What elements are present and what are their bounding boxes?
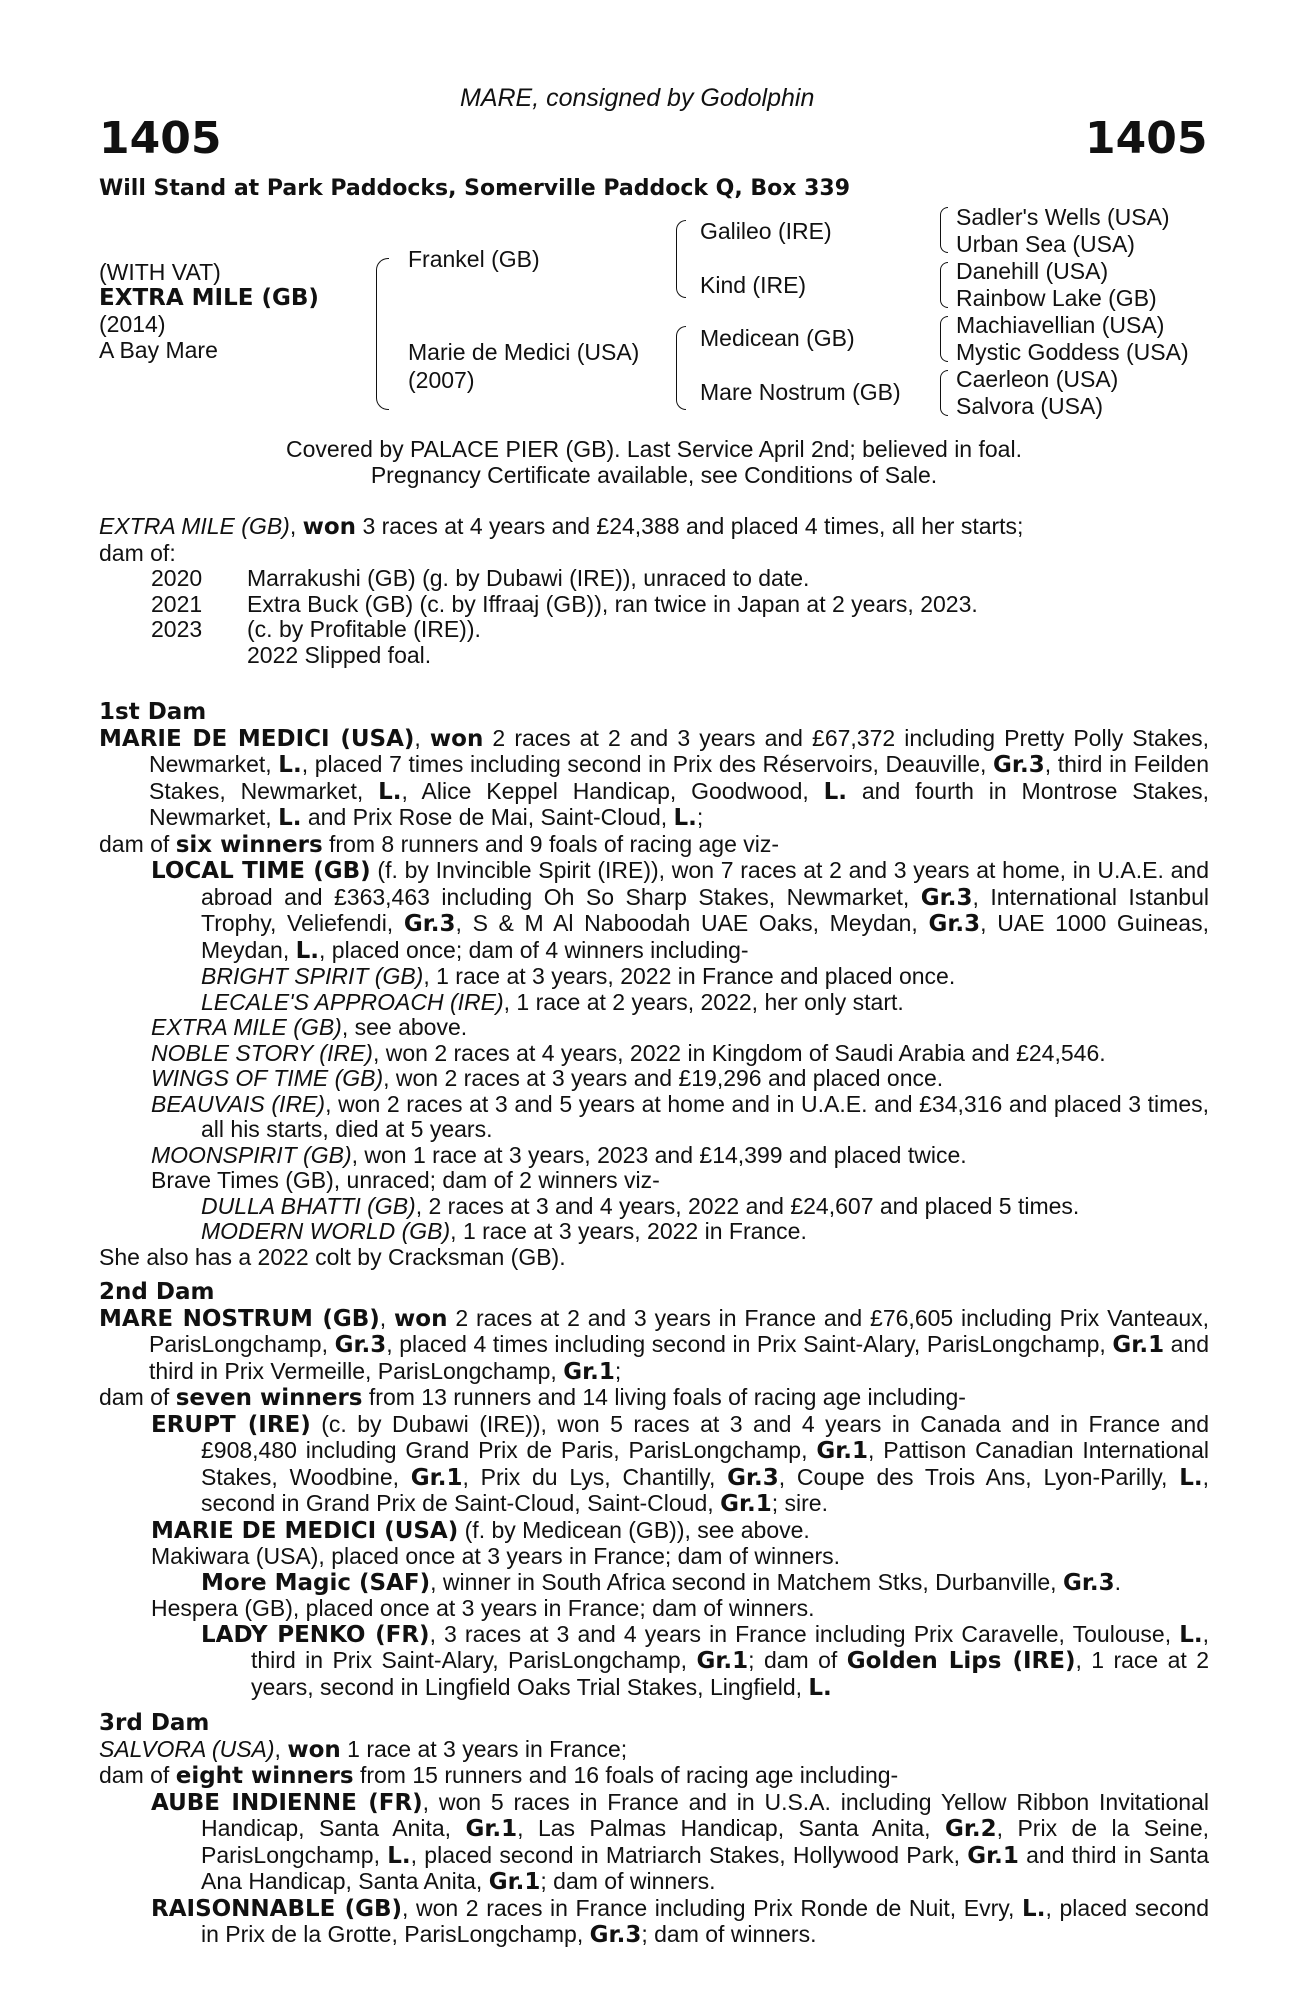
- won-label: won: [394, 1305, 448, 1332]
- produce-extra-mile: [99, 1015, 1209, 1041]
- record-text: , 1 race at 3 years, 2022 in France and placed once.: [423, 963, 956, 989]
- first-dam-record: MARIE DE MEDICI (USA), won 2 races at 2 and 3 years and £67,372 including Pretty Polly Stakes, Newmarket, L., placed 7 times including second in Prix des Réservoirs, Deauville, Gr.3, third in Feilden Stakes, Newmarket, L., Alice Keppel Handicap, Goodwood, L. and fourth in Montrose Stakes, Newmarket, L. and Prix Rose de Mai, Saint-Cloud, L.;: [99, 724, 1210, 831]
- record-text: , Alice Keppel Handicap, Goodwood,: [401, 777, 824, 804]
- record-text: , see above.: [341, 1014, 468, 1040]
- listed-mark: L.: [1022, 1895, 1046, 1922]
- damof-text: from 15 runners and 16 foals of racing age including-: [353, 1762, 899, 1788]
- horse-description: A Bay Mare: [99, 337, 218, 363]
- produce-beauvais: [99, 1092, 1209, 1143]
- listed-mark: L.: [295, 937, 320, 964]
- dam-dam-dam: Salvora (USA): [956, 393, 1103, 419]
- progeny-year: 2020: [151, 565, 203, 591]
- record-text: , won 1 race at 3 years, 2023 and £14,399 and placed twice.: [351, 1141, 967, 1168]
- produce-modern-world: [99, 1219, 1209, 1245]
- third-dam-name: SALVORA (USA): [99, 1735, 275, 1762]
- progeny-year: 2021: [151, 590, 203, 617]
- progeny-text: Marrakushi (GB) (g. by Dubawi (IRE)), unraced to date.: [247, 565, 810, 591]
- record-text: 2 races at 2 and 3 years in France and £76,605 including Prix Vanteaux, ParisLongchamp,: [149, 1304, 1209, 1357]
- record-text: , International Istanbul Trophy, Veliefendi,: [201, 883, 1209, 936]
- record-text: (f. by Medicean (GB)), see above.: [458, 1516, 810, 1543]
- catalogue-body: [99, 514, 1209, 1949]
- dam-sire-dam: Mystic Goddess (USA): [956, 339, 1189, 365]
- record-text: , S & M Al Naboodah UAE Oaks, Meydan,: [455, 910, 929, 936]
- progeny-text: 2022 Slipped foal.: [247, 641, 432, 668]
- record-text: , 2 races at 3 and 4 years, 2022 and £24,607 and placed 5 times.: [415, 1192, 1080, 1219]
- grade-mark: Gr.3: [589, 1922, 642, 1948]
- dam-sire: Medicean (GB): [700, 325, 855, 351]
- summary-damof: dam of:: [99, 539, 176, 566]
- grade-mark: Gr.3: [1062, 1569, 1115, 1596]
- record-text: , 1 race at 2 years, 2022, her only start.: [503, 988, 904, 1015]
- produce-aube-indienne: [99, 1790, 1209, 1896]
- progeny-row: [99, 566, 1209, 592]
- brace-sire-dam: [376, 258, 389, 410]
- record-text: and fourth in Montrose Stakes, Newmarket,: [149, 777, 1209, 830]
- sire-sire-dam: Urban Sea (USA): [956, 231, 1135, 257]
- produce-lecales-approach: [99, 990, 1209, 1016]
- summary-won: won: [302, 514, 357, 540]
- listed-mark: L.: [278, 752, 302, 778]
- lot-number-right: 1405: [1085, 113, 1208, 164]
- record-text: , 3 races at 3 and 4 years in France including Prix Caravelle, Toulouse,: [429, 1620, 1180, 1647]
- produce-wings-of-time: [99, 1066, 1209, 1092]
- progeny-row: [99, 592, 1209, 618]
- produce-more-magic: [99, 1570, 1209, 1597]
- vat-note: (WITH VAT): [99, 259, 221, 285]
- record-text: , Coupe des Trois Ans, Lyon-Parilly,: [778, 1463, 1180, 1490]
- dam-dam-sire: Caerleon (USA): [956, 366, 1119, 392]
- first-dam-also: She also has a 2022 colt by Cracksman (GB).: [99, 1243, 566, 1270]
- listed-mark: L.: [808, 1674, 832, 1701]
- record-text: , UAE 1000 Guineas, Meydan,: [201, 910, 1209, 963]
- grade-mark: Gr.3: [403, 911, 456, 937]
- record-text: , placed 4 times including second in Prix Saint-Alary, ParisLongchamp,: [386, 1331, 1113, 1357]
- produce-name: MARIE DE MEDICI (USA): [151, 1517, 459, 1544]
- progeny-row: [99, 617, 1209, 643]
- stand-location: Will Stand at Park Paddocks, Somerville Paddock Q, Box 339: [99, 176, 851, 201]
- grade-mark: Gr.3: [993, 752, 1045, 778]
- record-text: , won 2 races at 4 years, 2022 in Kingdom of Saudi Arabia and £24,546.: [372, 1039, 1106, 1066]
- dam-sire-sire: Machiavellian (USA): [956, 312, 1165, 338]
- produce-bright-spirit: [99, 964, 1209, 990]
- won-label: won: [287, 1736, 341, 1763]
- record-text: 1 race at 3 years in France;: [340, 1735, 628, 1762]
- summary-paragraph: EXTRA MILE (GB), won 3 races at 4 years and £24,388 and placed 4 times, all her starts;: [99, 513, 1024, 540]
- produce-raisonnable: [99, 1896, 1209, 1949]
- listed-mark: L.: [673, 805, 697, 831]
- listed-mark: L.: [387, 1842, 411, 1869]
- record-text: and third in Santa Ana Handicap, Santa Anita,: [201, 1841, 1209, 1894]
- produce-makiwara: Makiwara (USA), placed once at 3 years in France; dam of winners.: [151, 1543, 841, 1569]
- produce-erupt: [99, 1412, 1209, 1518]
- record-text: ;: [696, 804, 704, 830]
- produce-moonspirit: [99, 1143, 1209, 1169]
- third-dam-heading: 3rd Dam: [99, 1710, 210, 1736]
- record-text: , 1 race at 3 years, 2022 in France.: [450, 1218, 807, 1244]
- record-text: and third in Prix Vermeille, ParisLongchamp,: [149, 1331, 1210, 1384]
- progeny-row: [99, 643, 1209, 669]
- progeny-year: 2023: [151, 616, 203, 642]
- produce-name: MOONSPIRIT (GB): [151, 1141, 352, 1168]
- grade-mark: Gr.1: [465, 1816, 518, 1842]
- second-dam-record: MARE NOSTRUM (GB), won 2 races at 2 and 3 years in France and £76,605 including Prix Vanteaux, ParisLongchamp, Gr.3, placed 4 times including second in Prix Saint-Alary, ParisLongchamp, Gr.1 and third in Prix Vermeille, ParisLongchamp, Gr.1;: [99, 1304, 1210, 1385]
- listed-mark: L.: [278, 805, 302, 831]
- brace-dam-parents: [676, 326, 686, 410]
- grade-mark: Gr.3: [928, 911, 981, 937]
- second-dam-damof: [99, 1385, 1209, 1412]
- dam-dam: Mare Nostrum (GB): [700, 379, 901, 405]
- grade-mark: Gr.1: [967, 1842, 1019, 1869]
- first-dam-name: MARIE DE MEDICI (USA): [99, 725, 415, 752]
- record-text: ; dam of winners.: [641, 1921, 817, 1947]
- brace-kind: [940, 262, 948, 308]
- first-dam-damof: [99, 832, 1209, 859]
- grade-mark: Gr.3: [920, 884, 973, 911]
- first-dam-heading: 1st Dam: [99, 699, 207, 725]
- produce-name: MODERN WORLD (GB): [201, 1218, 451, 1244]
- second-dam-heading: 2nd Dam: [99, 1279, 215, 1305]
- damof-text: dam of: [99, 1762, 176, 1788]
- record-text: (f. by Invincible Spirit (IRE)), won 7 races at 2 and 3 years at home, in U.A.E. and abroad and £363,463 including Oh So Sharp Stakes, Newmarket,: [201, 857, 1209, 910]
- summary-horse: EXTRA MILE (GB): [99, 513, 290, 539]
- produce-name: AUBE INDIENNE (FR): [151, 1789, 423, 1816]
- produce-name: More Magic (SAF): [201, 1569, 431, 1596]
- brace-medicean: [940, 316, 948, 362]
- covered-line-2: Pregnancy Certificate available, see Conditions of Sale.: [370, 461, 938, 488]
- produce-name: DULLA BHATTI (GB): [201, 1192, 416, 1219]
- listed-mark: L.: [1179, 1464, 1203, 1491]
- record-text: (c. by Dubawi (IRE)), won 5 races at 3 and 4 years in Canada and in France and £908,480 including Grand Prix de Paris, ParisLongchamp,: [201, 1410, 1209, 1463]
- damof-text: from 13 runners and 14 living foals of racing age including-: [362, 1384, 966, 1410]
- record-text: , won 2 races at 3 years and £19,296 and placed once.: [383, 1065, 944, 1091]
- record-text: ; dam of winners.: [540, 1868, 716, 1894]
- record-text: , Pattison Canadian International Stakes, Woodbine,: [201, 1437, 1209, 1490]
- record-text: , second in Grand Prix de Saint-Cloud, Saint-Cloud,: [201, 1463, 1209, 1516]
- listed-mark: L.: [1179, 1621, 1203, 1648]
- winners-count: six winners: [175, 831, 323, 858]
- sire-sire: Galileo (IRE): [700, 218, 832, 244]
- damof-text: from 8 runners and 9 foals of racing age viz-: [322, 830, 780, 857]
- covered-line-1: Covered by PALACE PIER (GB). Last Service April 2nd; believed in foal.: [286, 436, 1022, 462]
- record-text: , third in Feilden Stakes, Newmarket,: [149, 751, 1209, 804]
- produce-name: LADY PENKO (FR): [201, 1621, 430, 1648]
- record-text: 2 races at 2 and 3 years and £67,372 including Pretty Polly Stakes, Newmarket,: [149, 724, 1210, 777]
- brace-mare-nostrum: [940, 370, 948, 416]
- third-dam-record: SALVORA (USA), won 1 race at 3 years in France;: [99, 1735, 628, 1763]
- produce-local-time: [99, 858, 1209, 964]
- third-dam-damof: [99, 1763, 1209, 1790]
- produce-name: LOCAL TIME (GB): [151, 858, 371, 884]
- produce-hespera: Hespera (GB), placed once at 3 years in France; dam of winners.: [151, 1595, 815, 1621]
- grade-mark: Gr.2: [944, 1816, 997, 1842]
- record-text: , winner in South Africa second in Matchem Stks, Durbanville,: [430, 1568, 1063, 1595]
- record-text: , Las Palmas Handicap, Santa Anita,: [517, 1815, 945, 1841]
- grade-mark: Gr.1: [720, 1491, 772, 1517]
- progeny-year: [99, 643, 247, 669]
- record-text: .: [1114, 1568, 1122, 1595]
- consignor-line: MARE, consigned by Godolphin: [460, 84, 815, 112]
- produce-lady-penko: [99, 1622, 1209, 1702]
- record-text: and Prix Rose de Mai, Saint-Cloud,: [301, 804, 674, 830]
- grade-mark: Gr.3: [727, 1464, 779, 1491]
- produce-name: Golden Lips (IRE): [846, 1648, 1076, 1674]
- listed-mark: L.: [378, 778, 402, 805]
- foaling-year: (2014): [99, 311, 166, 337]
- grade-mark: Gr.1: [816, 1438, 868, 1464]
- lot-number-left: 1405: [99, 113, 222, 164]
- winners-count: seven winners: [175, 1385, 363, 1411]
- sire-dam: Kind (IRE): [700, 272, 807, 298]
- grade-mark: Gr.1: [1112, 1332, 1165, 1358]
- record-text: , won 2 races at 3 and 5 years at home and in U.A.E. and £34,316 and placed 3 times, all his starts, died at 5 years.: [201, 1090, 1209, 1142]
- produce-marie-de-medici: [99, 1518, 1209, 1545]
- produce-name: ERUPT (IRE): [151, 1411, 311, 1438]
- record-text: , placed second in Matriarch Stakes, Hollywood Park,: [410, 1841, 968, 1868]
- record-text: , 1 race at 2 years, second in Lingfield Oaks Trial Stakes, Lingfield,: [251, 1647, 1209, 1700]
- produce-noble-story: [99, 1041, 1209, 1067]
- listed-mark: L.: [823, 778, 848, 805]
- record-text: ;: [614, 1357, 622, 1384]
- grade-mark: Gr.3: [334, 1332, 387, 1358]
- damof-text: dam of: [99, 1384, 176, 1410]
- brace-sire-parents: [676, 220, 686, 298]
- second-dam-name: MARE NOSTRUM (GB): [99, 1305, 380, 1332]
- dam-year: (2007): [408, 367, 475, 393]
- brace-galileo: [940, 207, 948, 253]
- produce-name: RAISONNABLE (GB): [151, 1895, 403, 1922]
- sire-dam-dam: Rainbow Lake (GB): [956, 285, 1157, 311]
- produce-name: WINGS OF TIME (GB): [151, 1065, 384, 1091]
- produce-name: NOBLE STORY (IRE): [151, 1039, 373, 1066]
- winners-count: eight winners: [175, 1763, 354, 1789]
- summary-record: 3 races at 4 years and £24,388 and placed 4 times, all her starts;: [356, 513, 1024, 539]
- record-text: ; sire.: [771, 1490, 828, 1516]
- record-text: , placed 7 times including second in Prix des Réservoirs, Deauville,: [301, 751, 994, 777]
- record-text: , placed once; dam of 4 winners including-: [319, 936, 749, 963]
- produce-brave-times: Brave Times (GB), unraced; dam of 2 winners viz-: [151, 1167, 660, 1193]
- sire: Frankel (GB): [408, 246, 540, 272]
- horse-name: EXTRA MILE (GB): [99, 285, 319, 311]
- grade-mark: Gr.1: [488, 1869, 541, 1895]
- sire-sire-sire: Sadler's Wells (USA): [956, 204, 1170, 230]
- grade-mark: Gr.1: [410, 1464, 463, 1491]
- dam: Marie de Medici (USA): [408, 339, 640, 365]
- produce-name: EXTRA MILE (GB): [151, 1014, 342, 1040]
- produce-name: BEAUVAIS (IRE): [151, 1090, 326, 1117]
- record-text: , third in Prix Saint-Alary, ParisLongchamp,: [251, 1620, 1209, 1673]
- grade-mark: Gr.1: [696, 1648, 749, 1674]
- sire-dam-sire: Danehill (USA): [956, 258, 1109, 284]
- covered-note: [99, 437, 1209, 488]
- record-text: , won 5 races in France and in U.S.A. including Yellow Ribbon Invitational Handicap, Santa Anita,: [201, 1788, 1209, 1841]
- grade-mark: Gr.1: [563, 1358, 615, 1385]
- record-text: , Prix du Lys, Chantilly,: [462, 1463, 728, 1490]
- damof-text: dam of: [99, 830, 176, 857]
- progeny-text: (c. by Profitable (IRE)).: [247, 616, 481, 642]
- progeny-text: Extra Buck (GB) (c. by Iffraaj (GB)), ran twice in Japan at 2 years, 2023.: [247, 590, 978, 617]
- won-label: won: [429, 725, 484, 752]
- produce-name: BRIGHT SPIRIT (GB): [201, 963, 424, 989]
- record-text: , won 2 races in France including Prix Ronde de Nuit, Evry,: [402, 1894, 1023, 1921]
- produce-name: LECALE'S APPROACH (IRE): [201, 988, 504, 1015]
- record-text: , placed second in Prix de la Grotte, ParisLongchamp,: [201, 1894, 1209, 1947]
- produce-dulla-bhatti: [99, 1194, 1209, 1220]
- record-text: ; dam of: [748, 1647, 847, 1673]
- record-text: , Prix de la Seine, ParisLongchamp,: [201, 1815, 1210, 1868]
